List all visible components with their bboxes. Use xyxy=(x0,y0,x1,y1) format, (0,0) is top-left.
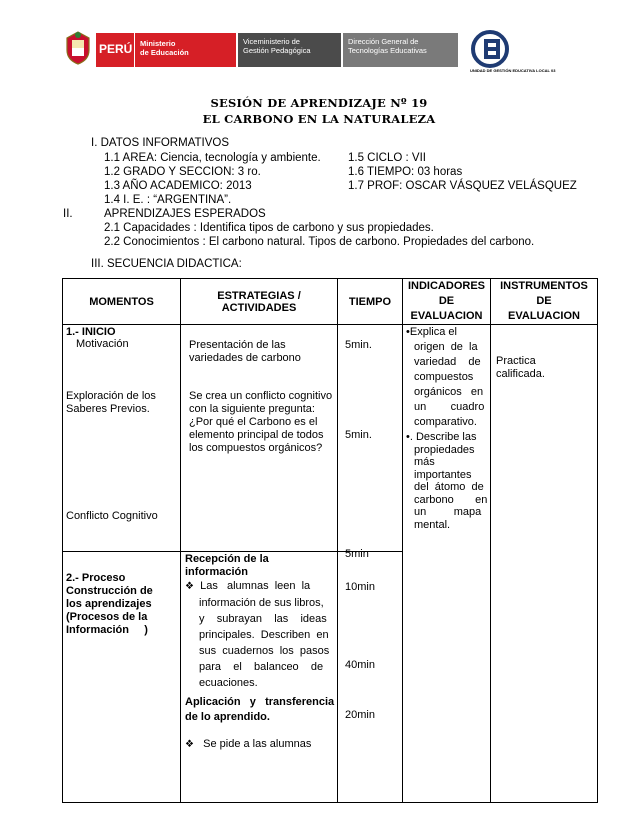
diamond-bullet-icon: ❖ xyxy=(185,739,194,750)
info-row-1-6: 1.6 TIEMPO: 03 horas xyxy=(348,166,463,178)
peru-label-box xyxy=(96,33,134,67)
direction-box xyxy=(343,33,458,67)
section3-heading: III. SECUENCIA DIDACTICA: xyxy=(91,258,242,270)
cell-indicadores xyxy=(403,325,491,803)
header-instrumentos: INSTRUMENTOS DE EVALUACION xyxy=(491,279,598,325)
info-row-1-7: 1.7 PROF: OSCAR VÁSQUEZ VELÁSQUEZ xyxy=(348,180,577,192)
bullet-icon: • xyxy=(406,431,410,443)
direction-line1: Dirección General de xyxy=(348,37,419,46)
cell-inicio-momentos xyxy=(63,325,181,552)
section2-heading: APRENDIZAJES ESPERADOS xyxy=(104,208,266,220)
motivacion-label: Motivación xyxy=(76,338,129,350)
proceso-label: 2.- Proceso Construcción de los aprendizajes (Procesos de la Información ) xyxy=(66,572,153,636)
indicador-1: •Explica el origen de la variedad de compuestos orgánicos en un cuadro comparativo. xyxy=(406,326,485,428)
tiempo-3: 5min xyxy=(345,548,369,560)
peru-label: PERÚ xyxy=(99,42,133,56)
session-subtitle: EL CARBONO EN LA NATURALEZA xyxy=(202,112,436,126)
header-momentos: MOMENTOS xyxy=(63,279,181,325)
ministry-line1: Ministerio xyxy=(140,39,176,48)
presentacion-line-2: variedades de carbono xyxy=(189,352,301,364)
tiempo-1: 5min. xyxy=(345,339,372,351)
inicio-title: 1.- INICIO xyxy=(66,326,116,338)
conflicto-line-4: elemento principal de todos xyxy=(189,429,324,441)
recepcion-list: ❖ Las alumnas leen la información de sus libros, y subrayan las ideas principales. Describen en sus cuadernos los pasos para el balanceo de ecuaciones. xyxy=(185,580,330,689)
vice-line2: Gestión Pedagógica xyxy=(243,46,311,55)
exploracion-label-2: Saberes Previos. xyxy=(66,403,150,415)
exploracion-label-1: Exploración de los xyxy=(66,390,156,402)
cell-proceso-tiempo xyxy=(338,552,403,803)
info-row-1-4: 1.4 I. E. : “ARGENTINA”. xyxy=(104,194,232,206)
viceministry-box xyxy=(238,33,341,67)
conocimientos-row: 2.2 Conocimientos : El carbono natural. Tipos de carbono. Propiedades del carbono. xyxy=(104,236,535,248)
aplicacion-line-2: de lo aprendido. xyxy=(185,711,270,723)
tiempo-6: 20min xyxy=(345,709,375,721)
cell-inicio-tiempo xyxy=(338,325,403,560)
conflicto-line-2: con la siguiente pregunta: xyxy=(189,403,315,415)
info-row-1-1: 1.1 AREA: Ciencia, tecnología y ambiente. xyxy=(104,152,321,164)
conflicto-label: Conflicto Cognitivo xyxy=(66,510,158,522)
didactic-sequence-table xyxy=(62,278,598,803)
info-row-1-5: 1.5 CICLO : VII xyxy=(348,152,426,164)
bullet-icon: • xyxy=(406,326,410,338)
tiempo-4: 10min xyxy=(345,581,375,593)
table-header-row xyxy=(63,279,598,325)
direction-line2: Tecnologías Educativas xyxy=(348,46,427,55)
ministry-box xyxy=(135,33,236,67)
info-row-1-2: 1.2 GRADO Y SECCION: 3 ro. xyxy=(104,166,261,178)
ugel-text: UNIDAD DE GESTIÓN EDUCATIVA LOCAL 03 xyxy=(470,68,556,73)
cell-proceso-momentos xyxy=(63,552,181,803)
aplicacion-line-1: Aplicación y transferencia xyxy=(185,696,335,708)
capacidades-row: 2.1 Capacidades : Identifica tipos de carbono y sus propiedades. xyxy=(104,222,434,234)
conflicto-line-5: los compuestos orgánicos? xyxy=(189,442,323,454)
instrumento-line-2: calificada. xyxy=(496,368,545,380)
indicador-2: •. Describe las propiedades más importantes del átomo de carbono en un mapa mental. xyxy=(406,431,488,531)
cell-inicio-estrategias xyxy=(181,325,338,552)
conflicto-line-3: ¿Por qué el Carbono es el xyxy=(189,416,318,428)
table-row-inicio xyxy=(63,325,598,552)
recepcion-line-2: información xyxy=(185,566,248,578)
cell-proceso-estrategias xyxy=(181,552,338,803)
conflicto-line-1: Se crea un conflicto cognitivo xyxy=(189,390,333,402)
section2-number: II. xyxy=(63,208,73,220)
tiempo-5: 40min xyxy=(345,659,375,671)
header-estrategias: ESTRATEGIAS / ACTIVIDADES xyxy=(181,279,338,325)
recepcion-line-1: Recepción de la xyxy=(185,553,269,565)
section1-heading: I. DATOS INFORMATIVOS xyxy=(91,137,230,149)
vice-line1: Viceministerio de xyxy=(243,37,300,46)
peru-seal-logo xyxy=(61,30,95,66)
info-row-1-3: 1.3 AÑO ACADEMICO: 2013 xyxy=(104,180,252,192)
presentacion-line-1: Presentación de las xyxy=(189,339,286,351)
header-tiempo: TIEMPO xyxy=(338,279,403,325)
pide-line: ❖ Se pide a las alumnas xyxy=(185,738,312,750)
ministry-line2: de Educación xyxy=(140,48,189,57)
tiempo-2: 5min. xyxy=(345,429,372,441)
diamond-bullet-icon: ❖ xyxy=(185,581,194,592)
ugel-logo xyxy=(470,29,510,69)
cell-instrumentos xyxy=(491,325,598,803)
instrumento-line-1: Practica xyxy=(496,355,536,367)
session-title: SESIÓN DE APRENDIZAJE Nº 19 xyxy=(210,96,428,110)
header-indicadores: INDICADORES DE EVALUACION xyxy=(403,279,491,325)
